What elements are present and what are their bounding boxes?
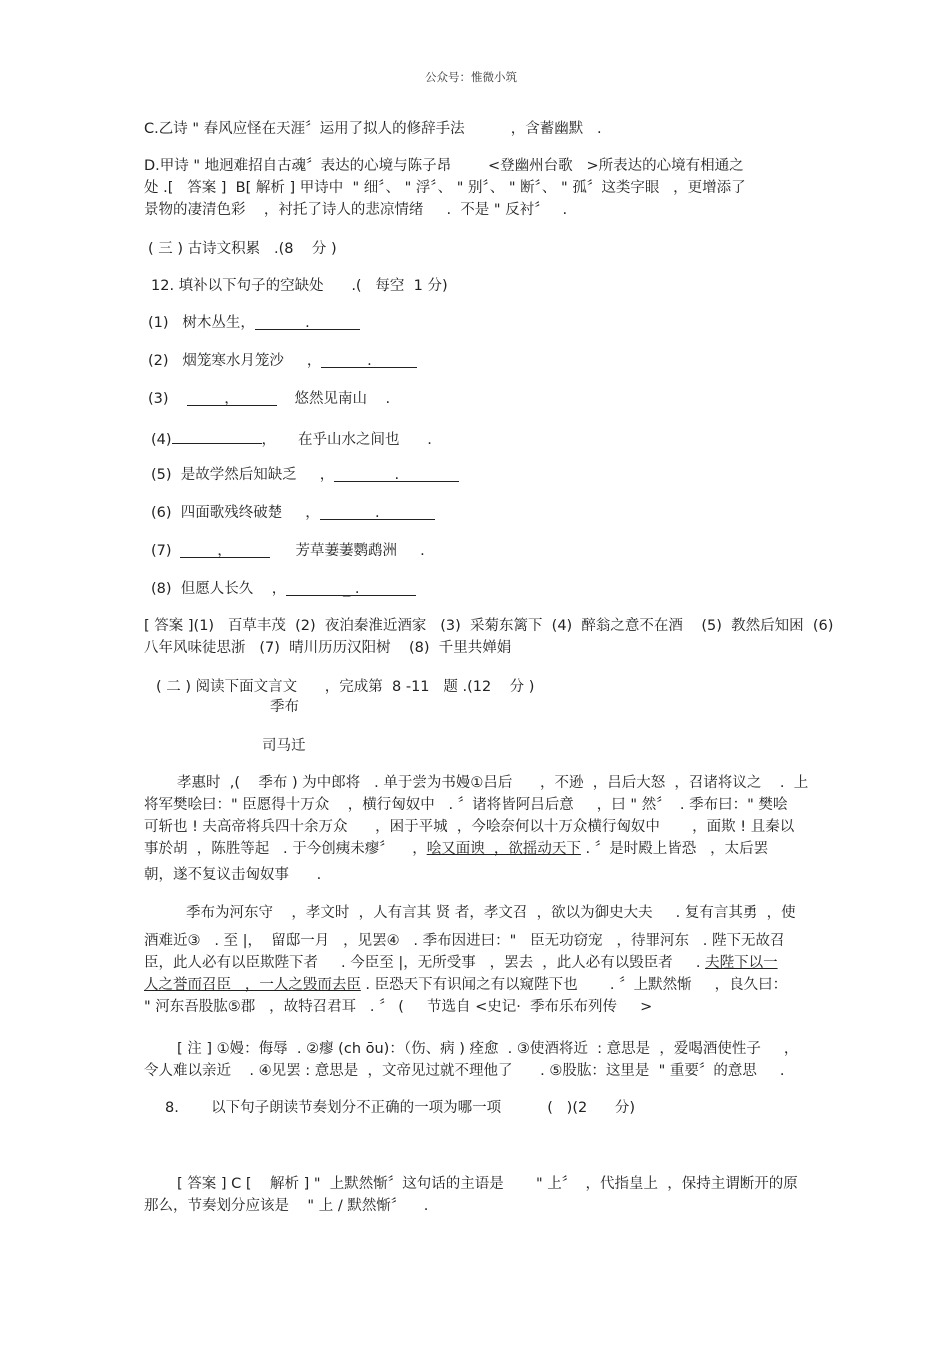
fill-item-2: (2) 烟笼寒水月笼沙 ， . (148, 352, 417, 370)
answer-blank[interactable]: . (320, 504, 435, 520)
fill-item-8: (8) 但愿人长久 ， _ . (151, 580, 416, 598)
notes-line-1: [ 注 ] ①嫚：侮辱 . ②瘳 (ch ōu)：（伤、病 ) 痊愈 . ③使酒将近 : 意思是 ，爱喝酒使性子 ， (177, 1041, 799, 1057)
passage-1-line-3: 可斩也 ! 夫高帝将兵四十余万众 ，困于平城 ，今哙奈何以十万众横行匈奴中 ，面欺 ! 且秦以 (144, 819, 795, 835)
fill-item-7: (7) ， 芳草萋萋鹦鹉洲 . (151, 543, 425, 559)
fill-item-3: (3) ， 悠然见南山 . (148, 391, 391, 407)
passage-2-line-5: " 河东吾股肱⑤郡 ，故特召君耳 . 〞 ( 节选自 <史记· 季布乐布列传 > (144, 999, 653, 1015)
answer-12-line-1: [ 答案 ](1) 百草丰茂 (2) 夜泊秦淮近酒家 (3) 采菊东篱下 (4) 醉翁之意不在酒 (5) 教然后知困 (6) (144, 618, 834, 634)
answer-blank[interactable]: ， (180, 542, 270, 558)
answer-blank[interactable]: . (321, 352, 417, 368)
answer-12-line-2: 八年风味徒思浙 (7) 晴川历历汉阳树 (8) 千里共婵娟 (144, 640, 512, 656)
option-d-line-2: 处 .[ 答案 ] B[ 解析 ] 甲诗中 " 细〞、 " 浮〞、 " 别〞、 " 断〞、 " 孤〞这类字眼 ，更增添了 (144, 180, 746, 196)
answer-blank[interactable]: ， (187, 390, 277, 406)
answer-8-line-2: 那么，节奏划分应该是 " 上 / 默然惭〞 . (144, 1198, 429, 1214)
answer-blank[interactable] (172, 428, 262, 444)
passage-2-line-4: 人之誉而召臣 ，一人之毁而去臣 . 臣恐天下有识闻之有以窥陛下也 . 〞上默然惭 ，良久曰： (144, 977, 788, 993)
passage-2-line-3: 臣，此人必有以臣欺陛下者 . 今臣至 |，无所受事 ，罢去 ，此人必有以毁臣者 . 夫陛下以一 (144, 955, 778, 971)
fill-item-6: (6) 四面歌残终破楚 ， . (151, 504, 435, 522)
underlined-sentence: 夫陛下以一 (705, 955, 778, 971)
underlined-sentence: 哙又面谀 ，欲摇动天下 (426, 841, 581, 857)
fill-item-4: (4) ， 在乎山水之间也 . (151, 428, 432, 449)
passage-author: 司马迁 (262, 738, 306, 754)
page-header: 公众号：惟微小筑 (425, 70, 517, 84)
passage-2-line-1: 季布为河东守 ，孝文时 ，人有言其 贤 者，孝文召 ，欲以为御史大夫 . 复有言其勇 ，使 (186, 905, 796, 921)
answer-8-line-1: [ 答案 ] C [ 解析 ] " 上默然惭〞这句话的主语是 " 上〞 ，代指皇上 ，保持主谓断开的原 (177, 1176, 798, 1192)
fill-item-5: (5) 是故学然后知缺乏 ， . (151, 466, 459, 484)
section-heading-2: ( 二 ) 阅读下面文言文 ，完成第 8 -11 题 .(12 分 ) (156, 679, 535, 695)
underlined-sentence: 人之誉而召臣 ，一人之毁而去臣 (144, 977, 361, 993)
passage-title: 季布 (270, 699, 299, 715)
option-d-line-3: 景物的凄清色彩 ，衬托了诗人的悲凉情绪 . 不是 " 反衬〞 . (144, 202, 568, 218)
answer-blank[interactable]: _ . (286, 580, 416, 596)
section-heading-3: ( 三 ) 古诗文积累 .(8 分 ) (148, 241, 337, 257)
passage-1-line-1: 孝惠时 ,( 季布 ) 为中郎将 . 单于尝为书嫚①吕后 ，不逊 ，吕后大怒 ，召诸将议之 . 上 (177, 775, 809, 791)
notes-line-2: 令人难以亲近 . ④见罢 : 意思是 ，文帝见过就不理他了 . ⑤股肱：这里是 " 重要〞的意思 . (144, 1063, 785, 1079)
option-c: C.乙诗 " 春风应怪在天涯〞运用了拟人的修辞手法 ，含蓄幽默 . (144, 121, 602, 137)
answer-blank[interactable]: . (255, 314, 360, 330)
passage-1-line-5: 朝，遂不复议击匈奴事 . (144, 867, 322, 883)
passage-1-line-4: 事於胡 ，陈胜等起 . 于今创痍未瘳〞 ，哙又面谀 ，欲摇动天下 . 〞是时殿上皆恐 ，太后罢 (144, 841, 769, 857)
passage-2-line-2: 酒难近③ . 至 |， 留邸一月 ，见罢④ . 季布因进曰：" 臣无功窃宠 ，待罪河东 . 陛下无故召 (144, 933, 785, 949)
option-d-line-1: D.甲诗 " 地迥难招自古魂〞表达的心境与陈子昂 <登幽州台歌 >所表达的心境有相通之 (144, 158, 744, 174)
question-12: 12. 填补以下句子的空缺处 .( 每空 1 分) (151, 278, 448, 294)
answer-blank[interactable]: . (334, 466, 459, 482)
passage-1-line-2: 将军樊哙曰：" 臣愿得十万众 ，横行匈奴中 . 〞诸将皆阿吕后意 ，曰 " 然〞 . 季布曰：" 樊哙 (144, 797, 788, 813)
fill-item-1: (1) 树木丛生， . (148, 314, 360, 332)
question-8: 8. 以下句子朗读节奏划分不正确的一项为哪一项 ( )(2 分) (165, 1100, 636, 1116)
